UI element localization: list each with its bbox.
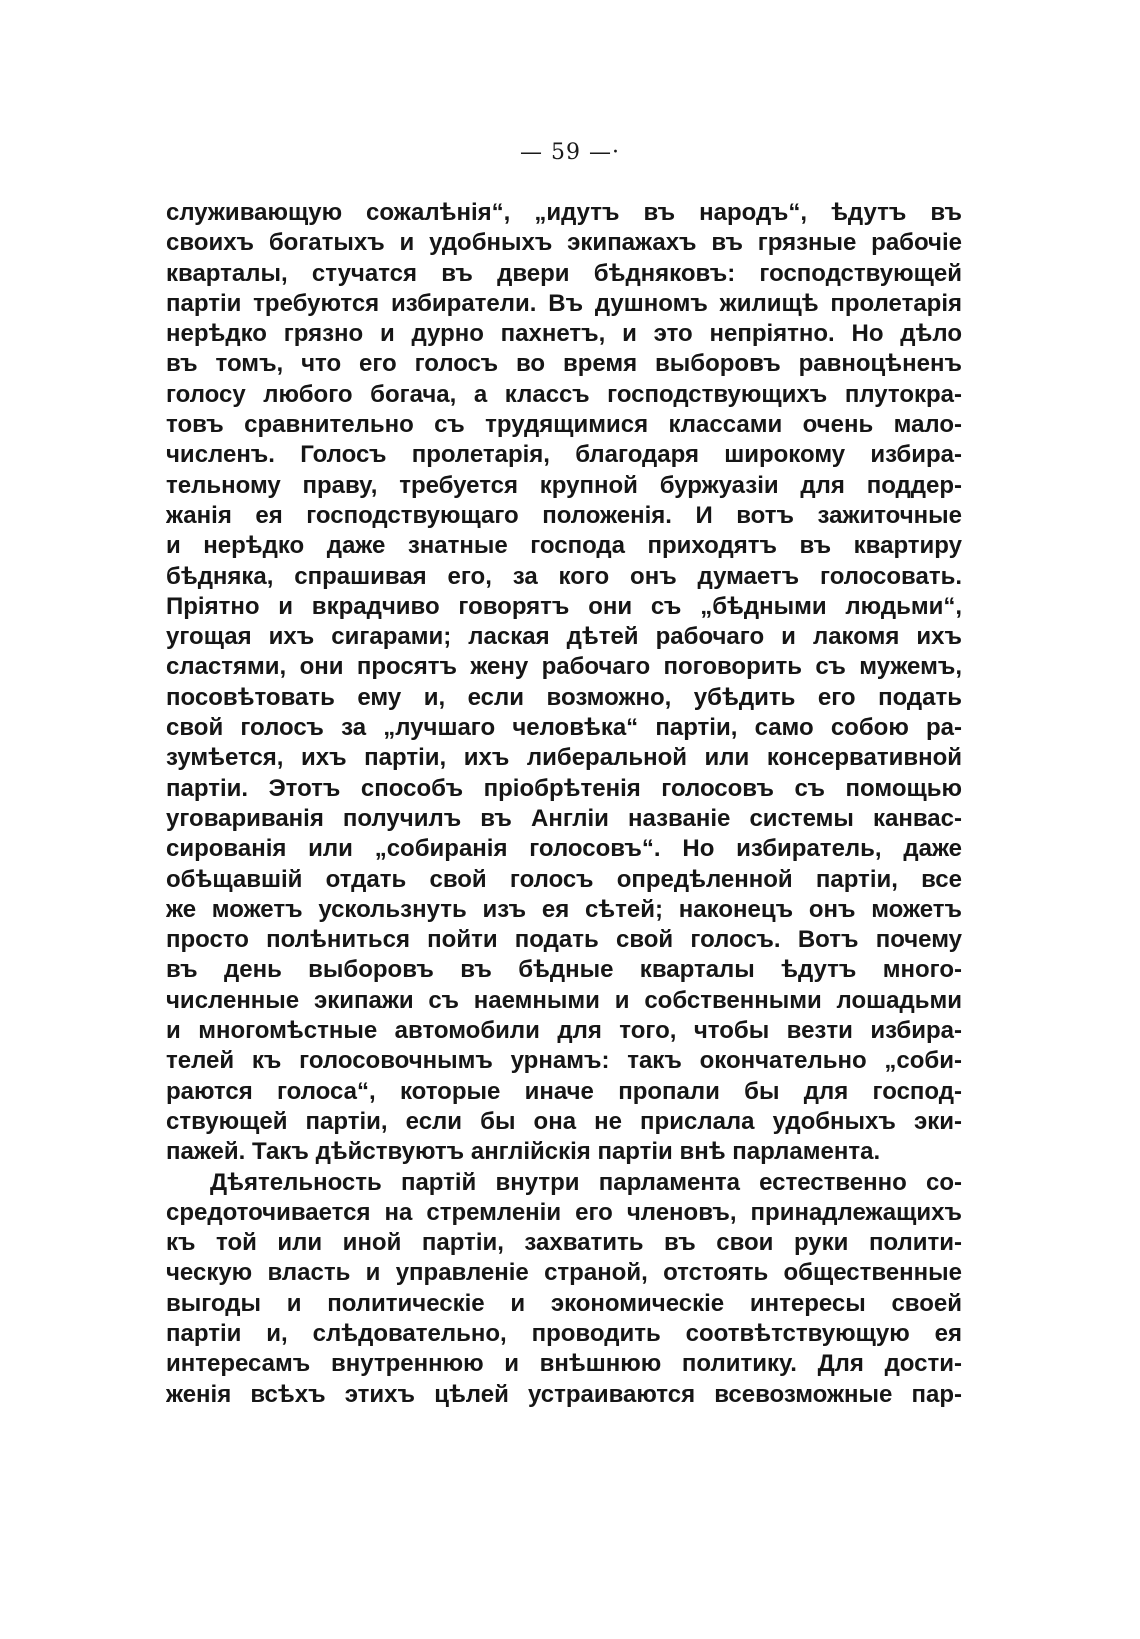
text-line: посовѣтовать ему и, если возможно, убѣдить его подать — [166, 683, 962, 711]
text-line: свой голосъ за „лучшаго человѣка“ партіи, само собою ра- — [166, 714, 962, 742]
text-line: служивающую сожалѣнія“, „идутъ въ народъ“, ѣдутъ въ — [166, 199, 962, 226]
text-line: сированія или „собиранія голосовъ“. Но избиратель, даже — [166, 835, 962, 863]
text-line: обѣщавшій отдать свой голосъ опредѣленной партіи, все — [166, 865, 962, 893]
text-line: зумѣется, ихъ партіи, ихъ либеральной или консервативной — [166, 744, 962, 772]
text-line: партіи требуются избиратели. Въ душномъ жилищѣ пролетарія — [166, 289, 962, 317]
text-line: ствующей партіи, если бы она не прислала удобныхъ эки- — [166, 1107, 962, 1135]
text-line: голосу любого богача, а классъ господствующихъ плутокра- — [166, 380, 962, 408]
text-line: уговариванія получилъ въ Англіи названіе системы канвас- — [166, 804, 962, 832]
text-line: выгоды и политическіе и экономическіе интересы своей — [166, 1289, 962, 1317]
text-line: въ день выборовъ въ бѣдные кварталы ѣдутъ много- — [166, 956, 962, 984]
text-line: въ томъ, что его голосъ во время выборовъ равноцѣненъ — [166, 350, 962, 378]
text-line: и нерѣдко даже знатные господа приходятъ въ квартиру — [166, 532, 962, 560]
body-text — [166, 198, 962, 1410]
text-line: просто полѣниться пойти подать свой голосъ. Вотъ почему — [166, 926, 962, 954]
text-line: телей къ голосовочнымъ урнамъ: такъ окончательно „соби- — [166, 1047, 962, 1075]
text-line: партіи и, слѣдовательно, проводить соотвѣтствующую ея — [166, 1319, 962, 1347]
text-line: и многомѣстные автомобили для того, чтобы везти избира- — [166, 1017, 962, 1045]
text-line: Пріятно и вкрадчиво говорятъ они съ „бѣдными людьми“, — [166, 592, 962, 620]
text-line: пажей. Такъ дѣйствуютъ англійскія партіи внѣ парламента. — [166, 1138, 881, 1166]
text-line: къ той или иной партіи, захватить въ свои руки полити- — [166, 1229, 962, 1257]
text-line: товъ сравнительно съ трудящимися классами очень мало- — [166, 411, 962, 439]
text-line: жанія ея господствующаго положенія. И вотъ зажиточные — [166, 501, 962, 529]
text-line: бѣдняка, спрашивая его, за кого онъ думаетъ голосовать. — [166, 562, 962, 590]
page-number: — 59 —· — [520, 140, 620, 165]
text-line: средоточивается на стремленіи его членовъ, принадлежащихъ — [166, 1198, 962, 1226]
text-line: угощая ихъ сигарами; лаская дѣтей рабочаго и лакомя ихъ — [166, 623, 962, 651]
text-line: численные экипажи съ наемными и собственными лошадьми — [166, 986, 962, 1014]
text-line: сластями, они просятъ жену рабочаго поговорить съ мужемъ, — [166, 653, 962, 681]
text-line: своихъ богатыхъ и удобныхъ экипажахъ въ грязные рабочіе — [166, 229, 962, 257]
text-line: партіи. Этотъ способъ пріобрѣтенія голосовъ съ помощью — [166, 774, 962, 802]
text-line: ческую власть и управленіе страной, отстоять общественные — [166, 1259, 962, 1287]
text-line: же можетъ ускользнуть изъ ея сѣтей; наконецъ онъ можетъ — [166, 895, 962, 923]
text-line: численъ. Голосъ пролетарія, благодаря широкому избира- — [166, 441, 962, 469]
text-line: тельному праву, требуется крупной буржуазіи для поддер- — [166, 471, 962, 499]
text-line: раются голоса“, которые иначе пропали бы для господ- — [166, 1077, 962, 1105]
text-line: нерѣдко грязно и дурно пахнетъ, и это непріятно. Но дѣло — [166, 320, 962, 348]
text-line: кварталы, стучатся въ двери бѣдняковъ: господствующей — [166, 259, 962, 287]
text-line: Дѣятельность партій внутри парламента естественно со- — [210, 1168, 962, 1196]
text-line: женія всѣхъ этихъ цѣлей устраиваются всевозможные пар- — [166, 1380, 962, 1408]
text-line: интересамъ внутреннюю и внѣшнюю политику. Для дости- — [166, 1350, 962, 1378]
